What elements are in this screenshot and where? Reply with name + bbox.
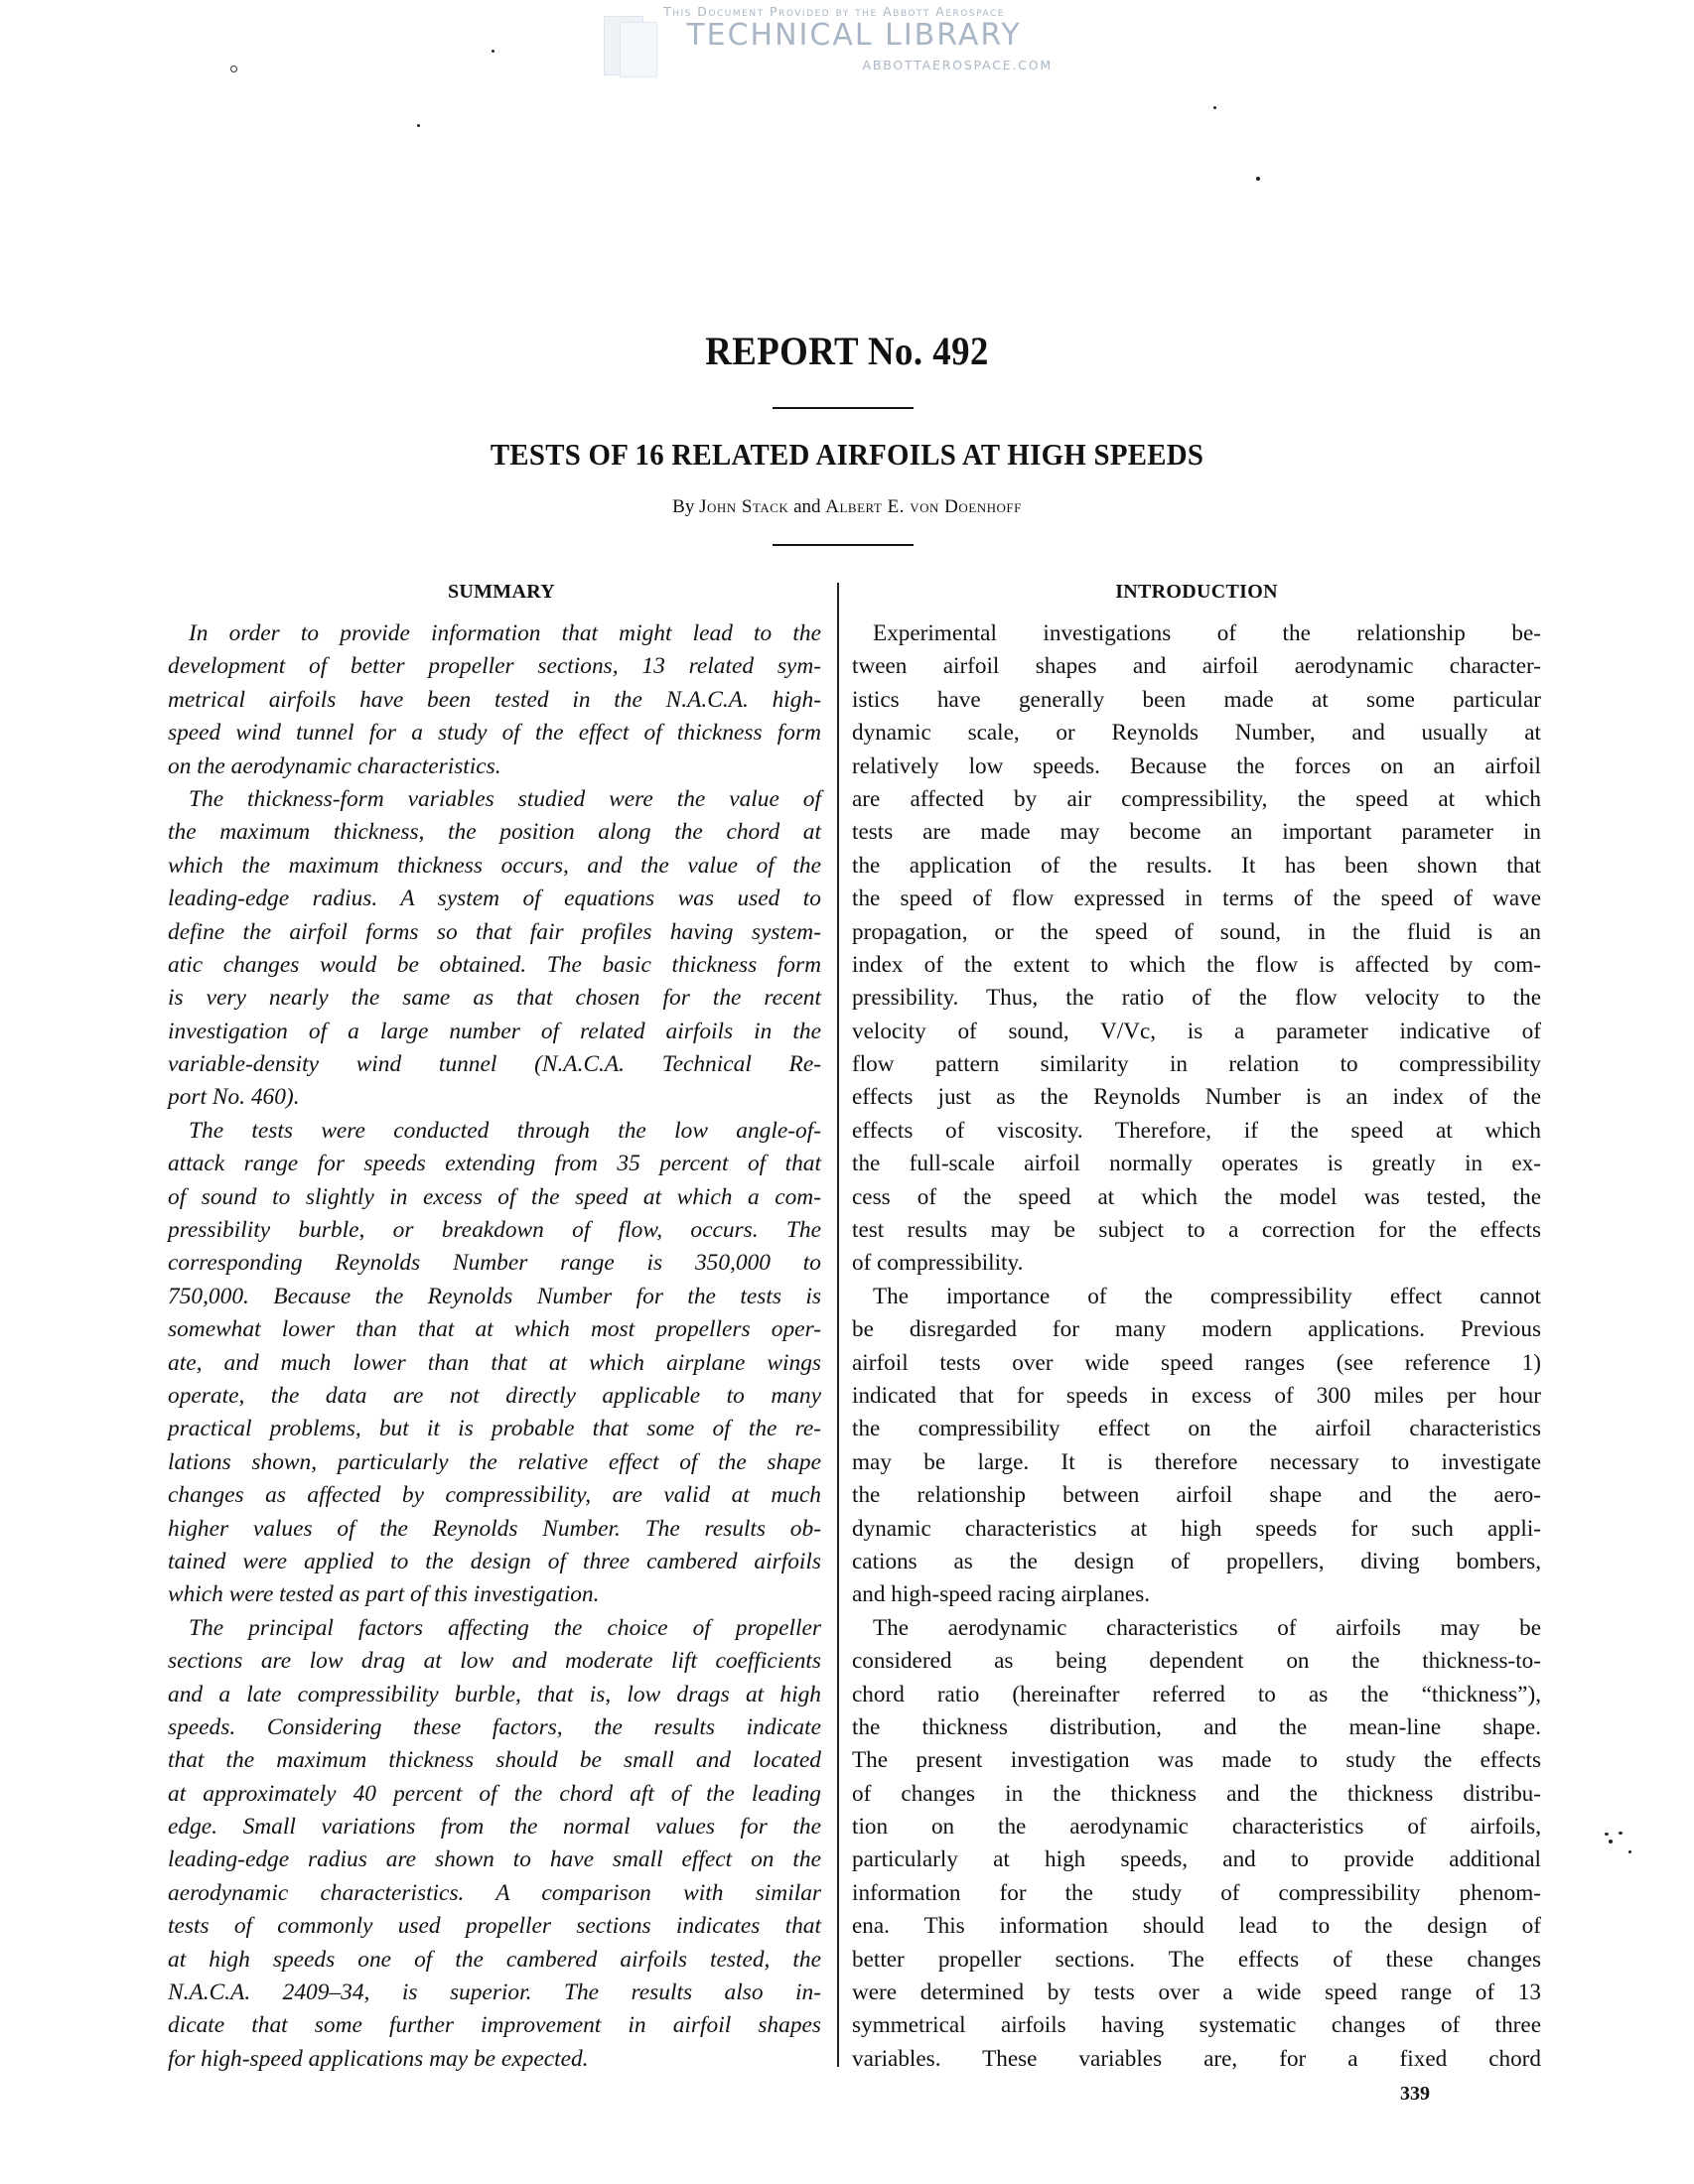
watermark-url: ABBOTTAEROSPACE.COM [862, 58, 1053, 72]
scan-speck [230, 66, 237, 72]
scan-speck [1609, 1840, 1613, 1843]
text-line: speed wind tunnel for a study of the effect of thickness form [168, 720, 821, 747]
text-line: ena. This information should lead to the design of [852, 1913, 1541, 1940]
scan-speck [1619, 1832, 1623, 1835]
text-line: is very nearly the same as that chosen for the recent [168, 985, 821, 1012]
text-line: variable-density wind tunnel (N.A.C.A. Technical Re- [168, 1051, 821, 1078]
text-line: may be large. It is therefore necessary to investigate [852, 1448, 1541, 1475]
summary-section [168, 578, 821, 2076]
text-line: tests are made may become an important parameter in [852, 819, 1541, 846]
authors-line [0, 496, 1694, 518]
text-line: tained were applied to the design of three cambered airfoils [168, 1548, 821, 1574]
text-line: that the maximum thickness should be small and located [168, 1747, 821, 1774]
text-line: information for the study of compressibility phenom- [852, 1879, 1541, 1906]
text-line: chord ratio (hereinafter referred to as the “thickness”), [852, 1681, 1541, 1707]
text-line: of compressibility. [852, 1250, 1024, 1277]
watermark-technical-library: TECHNICAL LIBRARY [686, 18, 1022, 53]
text-line: effects just as the Reynolds Number is an index of the [852, 1084, 1541, 1111]
summary-heading: SUMMARY [447, 581, 556, 603]
text-line: corresponding Reynolds Number range is 350,000 to [168, 1250, 821, 1277]
text-line: The tests were conducted through the low angle-of- [189, 1117, 821, 1144]
text-line: at high speeds one of the cambered airfoils tested, the [168, 1946, 821, 1973]
text-line: The present investigation was made to study the effects [852, 1747, 1541, 1774]
text-line: ate, and much lower than that at which airplane wings [168, 1349, 821, 1376]
text-line: the full-scale airfoil normally operates is greatly in ex- [852, 1151, 1541, 1177]
text-line: sections are low drag at low and moderate lift coefficients [168, 1648, 821, 1675]
scan-speck [1213, 106, 1216, 109]
column-divider [837, 583, 839, 2067]
text-line: The principal factors affecting the choice of propeller [189, 1614, 821, 1641]
text-line: of sound to slightly in excess of the speed at which a com- [168, 1183, 821, 1210]
scan-speck [417, 124, 420, 127]
text-line: In order to provide information that might lead to the [189, 620, 821, 646]
text-line: 750,000. Because the Reynolds Number for the tests is [168, 1283, 821, 1309]
text-line: particularly at high speeds, and to provide additional [852, 1846, 1541, 1873]
paragraph [168, 783, 821, 1115]
paragraph [852, 617, 1541, 1281]
text-line: edge. Small variations from the normal values for the [168, 1814, 821, 1841]
text-line: leading-edge radius. A system of equations was used to [168, 886, 821, 912]
text-line: the application of the results. It has been shown that [852, 852, 1541, 879]
scan-speck [1256, 177, 1260, 181]
introduction-section [852, 578, 1541, 2076]
text-line: index of the extent to which the flow is affected by com- [852, 951, 1541, 978]
text-line: flow pattern similarity in relation to compressibility [852, 1051, 1541, 1078]
header-rule-bottom [773, 544, 914, 546]
watermark-provided-by: This Document Provided by the Abbott Aerospace [663, 4, 1005, 19]
text-line: lations shown, particularly the relative effect of the shape [168, 1448, 821, 1475]
header-rule-top [773, 407, 914, 409]
author-albert-von-doenhoff: Albert E. von Doenhoff [825, 496, 1022, 517]
text-line: operate, the data are not directly applicable to many [168, 1382, 821, 1409]
text-line: atic changes would be obtained. The basic thickness form [168, 951, 821, 978]
text-line: aerodynamic characteristics. A comparison with similar [168, 1879, 821, 1906]
text-line: higher values of the Reynolds Number. The results ob- [168, 1515, 821, 1542]
text-line: which the maximum thickness occurs, and the value of the [168, 852, 821, 879]
text-line: were determined by tests over a wide speed range of 13 [852, 1979, 1541, 2006]
text-line: speeds. Considering these factors, the results indicate [168, 1713, 821, 1740]
text-line: dicate that some further improvement in airfoil shapes [168, 2012, 821, 2039]
text-line: pressibility burble, or breakdown of flow, occurs. The [168, 1217, 821, 1244]
text-line: indicated that for speeds in excess of 300 miles per hour [852, 1382, 1541, 1409]
scan-speck [1628, 1850, 1631, 1853]
scan-speck [492, 50, 494, 53]
text-line: leading-edge radius are shown to have small effect on the [168, 1846, 821, 1873]
text-line: somewhat lower than that at which most propellers oper- [168, 1316, 821, 1343]
text-line: considered as being dependent on the thickness-to- [852, 1648, 1541, 1675]
page-number: 339 [1400, 2083, 1430, 2105]
text-line: variables. These variables are, for a fixed chord [852, 2045, 1541, 2072]
text-line: the relationship between airfoil shape and the aero- [852, 1482, 1541, 1509]
watermark-logo [596, 4, 1072, 77]
text-line: Experimental investigations of the relationship be- [873, 620, 1541, 646]
text-line: the compressibility effect on the airfoil characteristics [852, 1416, 1541, 1442]
author-john-stack: John Stack [699, 496, 789, 517]
text-line: effects of viscosity. Therefore, if the speed at which [852, 1117, 1541, 1144]
text-line: of changes in the thickness and the thickness distribu- [852, 1780, 1541, 1807]
text-line: symmetrical airfoils having systematic changes of three [852, 2012, 1541, 2039]
text-line: velocity of sound, V/Vc, is a parameter indicative of [852, 1018, 1541, 1044]
paragraph [852, 1281, 1541, 1612]
report-title: TESTS OF 16 RELATED AIRFOILS AT HIGH SPEEDS [490, 437, 1204, 472]
text-line: the maximum thickness, the position along the chord at [168, 819, 821, 846]
text-line: the speed of flow expressed in terms of the speed of wave [852, 886, 1541, 912]
text-line: The aerodynamic characteristics of airfoils may be [873, 1614, 1541, 1641]
summary-body [168, 617, 821, 2076]
text-line: define the airfoil forms so that fair profiles having system- [168, 918, 821, 945]
text-line: be disregarded for many modern applications. Previous [852, 1316, 1541, 1343]
text-line: relatively low speeds. Because the forces on an airfoil [852, 752, 1541, 779]
paragraph [168, 1612, 821, 2076]
text-line: development of better propeller sections, 13 related sym- [168, 653, 821, 680]
text-line: tion on the aerodynamic characteristics of airfoils, [852, 1814, 1541, 1841]
text-line: attack range for speeds extending from 35 percent of that [168, 1151, 821, 1177]
text-line: The thickness-form variables studied were the value of [189, 785, 821, 812]
text-line: istics have generally been made at some particular [852, 686, 1541, 713]
text-line: tween airfoil shapes and airfoil aerodynamic character- [852, 653, 1541, 680]
paragraph [168, 617, 821, 783]
text-line: cess of the speed at which the model was tested, the [852, 1183, 1541, 1210]
introduction-heading: INTRODUCTION [1115, 581, 1278, 603]
paragraph [168, 1115, 821, 1612]
text-line: which were tested as part of this investigation. [168, 1581, 600, 1608]
text-line: at approximately 40 percent of the chord aft of the leading [168, 1780, 821, 1807]
text-line: pressibility. Thus, the ratio of the flow velocity to the [852, 985, 1541, 1012]
and-label: and [793, 496, 821, 517]
text-line: propagation, or the speed of sound, in the fluid is an [852, 918, 1541, 945]
text-line: tests of commonly used propeller sections indicates that [168, 1913, 821, 1940]
text-line: metrical airfoils have been tested in the N.A.C.A. high- [168, 686, 821, 713]
text-line: investigation of a large number of related airfoils in the [168, 1018, 821, 1044]
text-line: better propeller sections. The effects of these changes [852, 1946, 1541, 1973]
text-line: port No. 460). [168, 1084, 300, 1111]
introduction-body [852, 617, 1541, 2076]
text-line: cations as the design of propellers, diving bombers, [852, 1548, 1541, 1574]
scan-speck [1605, 1833, 1609, 1836]
text-line: are affected by air compressibility, the speed at which [852, 785, 1541, 812]
text-line: N.A.C.A. 2409–34, is superior. The results also in- [168, 1979, 821, 2006]
text-line: dynamic scale, or Reynolds Number, and usually at [852, 720, 1541, 747]
text-line: airfoil tests over wide speed ranges (see reference 1) [852, 1349, 1541, 1376]
paragraph [852, 1612, 1541, 2076]
text-line: The importance of the compressibility effect cannot [873, 1283, 1541, 1309]
text-line: test results may be subject to a correction for the effects [852, 1217, 1541, 1244]
text-line: dynamic characteristics at high speeds for such appli- [852, 1515, 1541, 1542]
by-label: By [672, 496, 695, 517]
text-line: on the aerodynamic characteristics. [168, 752, 501, 779]
text-line: for high-speed applications may be expected. [168, 2045, 589, 2072]
text-line: and high-speed racing airplanes. [852, 1581, 1151, 1608]
text-line: practical problems, but it is probable that some of the re- [168, 1416, 821, 1442]
report-number: REPORT No. 492 [705, 329, 989, 373]
text-line: and a late compressibility burble, that is, low drags at high [168, 1681, 821, 1707]
text-line: changes as affected by compressibility, are valid at much [168, 1482, 821, 1509]
text-line: the thickness distribution, and the mean-line shape. [852, 1713, 1541, 1740]
